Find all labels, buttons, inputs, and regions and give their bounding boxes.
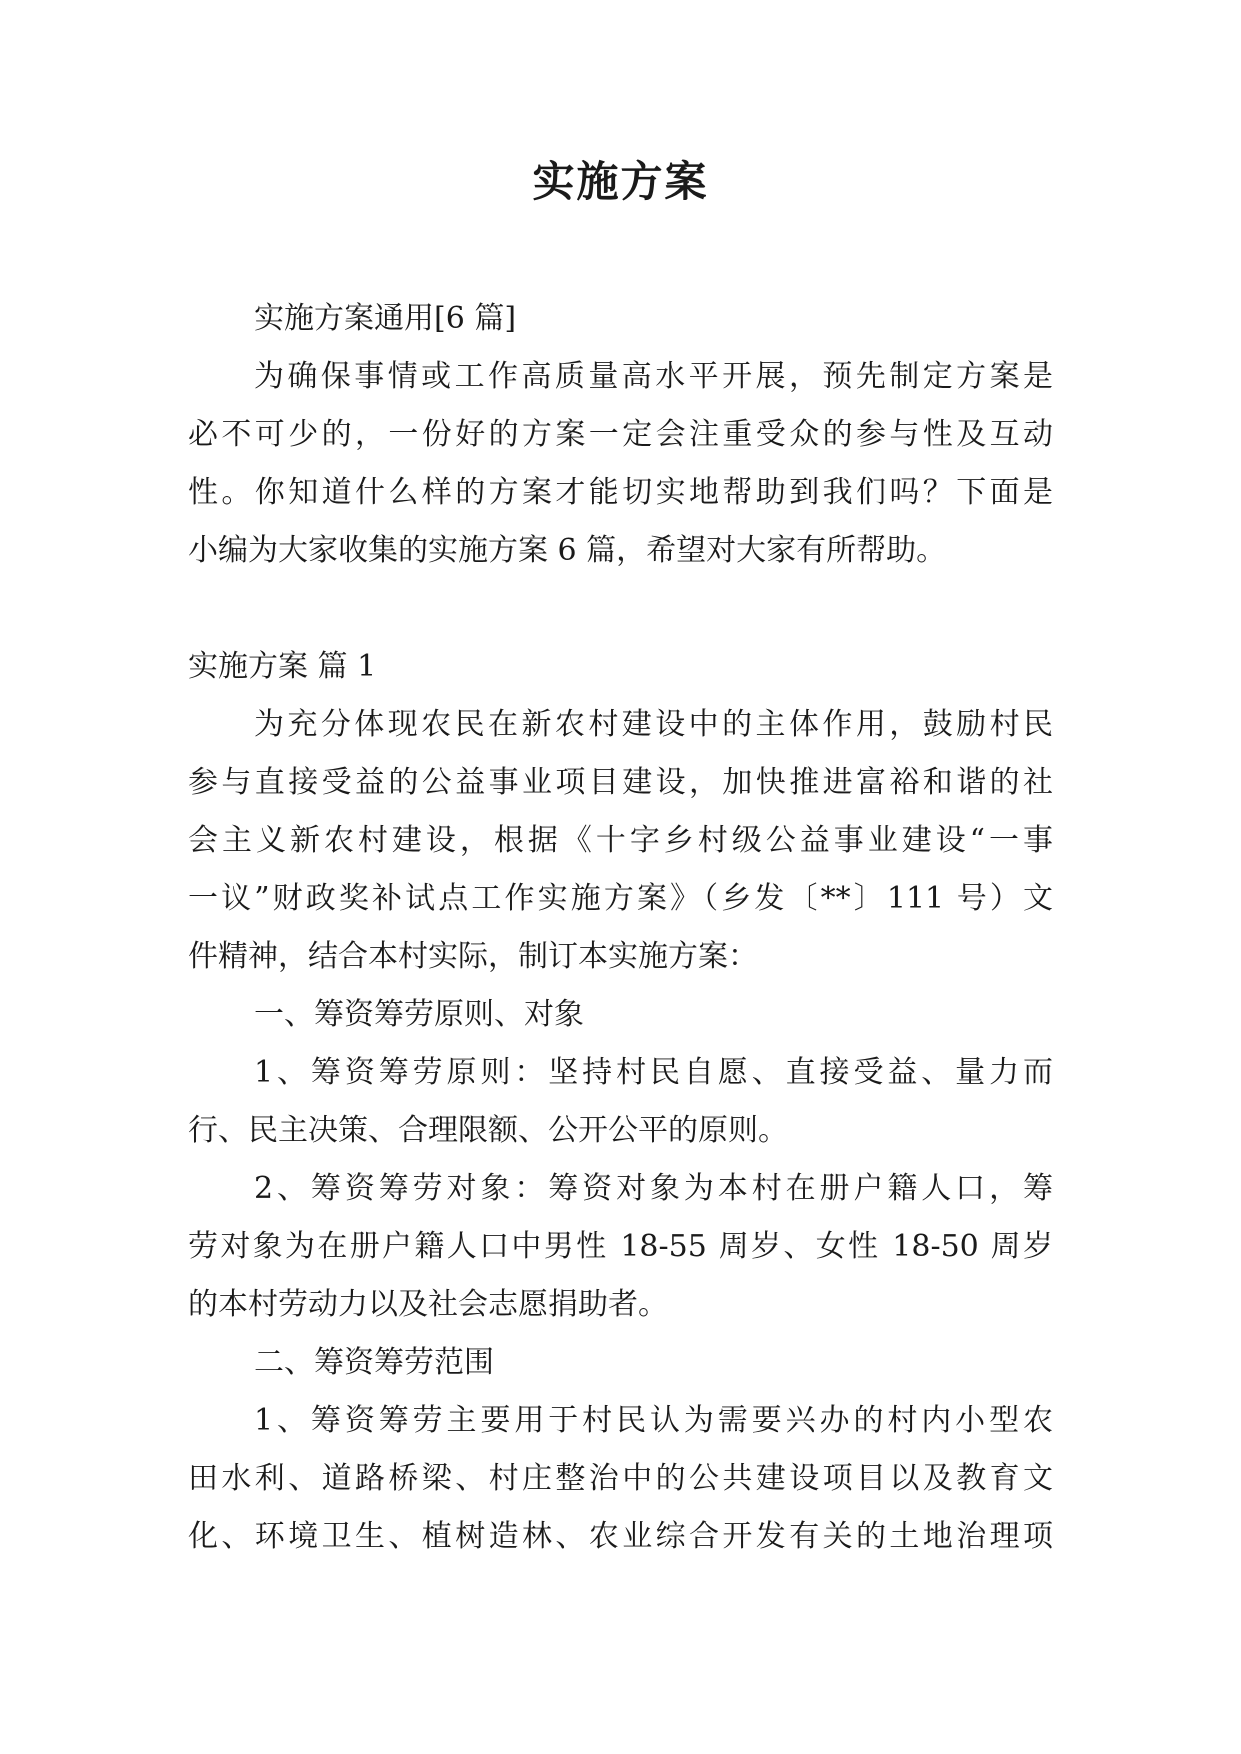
paragraph-line: 1、筹资筹劳主要用于村民认为需要兴办的村内小型农 (254, 1403, 1053, 1438)
subsection-heading: 二、筹资筹劳范围 (254, 1345, 494, 1380)
paragraph-line: 化、环境卫生、植树造林、农业综合开发有关的土地治理项 (188, 1519, 1053, 1554)
paragraph-line: 1、筹资筹劳原则：坚持村民自愿、直接受益、量力而 (254, 1055, 1053, 1090)
intro-heading: 实施方案通用[6 篇] (254, 301, 517, 336)
paragraph-line: 件精神，结合本村实际，制订本实施方案： (188, 939, 758, 974)
paragraph-line: 参与直接受益的公益事业项目建设，加快推进富裕和谐的社 (188, 765, 1053, 800)
paragraph-line: 性。你知道什么样的方案才能切实地帮助到我们吗？下面是 (188, 475, 1053, 510)
paragraph-line: 田水利、道路桥梁、村庄整治中的公共建设项目以及教育文 (188, 1461, 1053, 1496)
document-title: 实施方案 (532, 157, 709, 206)
section-heading: 实施方案 篇 1 (188, 649, 377, 684)
subsection-heading: 一、筹资筹劳原则、对象 (254, 997, 584, 1032)
paragraph-gap (188, 580, 1053, 638)
paragraph-line: 的本村劳动力以及社会志愿捐助者。 (188, 1287, 668, 1322)
paragraph-line: 为确保事情或工作高质量高水平开展，预先制定方案是 (254, 359, 1053, 394)
paragraph-line: 行、民主决策、合理限额、公开公平的原则。 (188, 1113, 788, 1148)
paragraph-line: 必不可少的，一份好的方案一定会注重受众的参与性及互动 (188, 417, 1053, 452)
paragraph-line: 一议”财政奖补试点工作实施方案》（乡发〔**〕111 号）文 (188, 881, 1053, 916)
paragraph-line: 劳对象为在册户籍人口中男性 18-55 周岁、女性 18-50 周岁 (188, 1229, 1053, 1264)
paragraph-line: 2、筹资筹劳对象：筹资对象为本村在册户籍人口，筹 (254, 1171, 1053, 1206)
paragraph-line: 为充分体现农民在新农村建设中的主体作用，鼓励村民 (254, 707, 1053, 742)
paragraph-line: 小编为大家收集的实施方案 6 篇，希望对大家有所帮助。 (188, 533, 947, 568)
paragraph-line: 会主义新农村建设，根据《十字乡村级公益事业建设“一事 (188, 823, 1053, 858)
document-body (188, 290, 1053, 1566)
